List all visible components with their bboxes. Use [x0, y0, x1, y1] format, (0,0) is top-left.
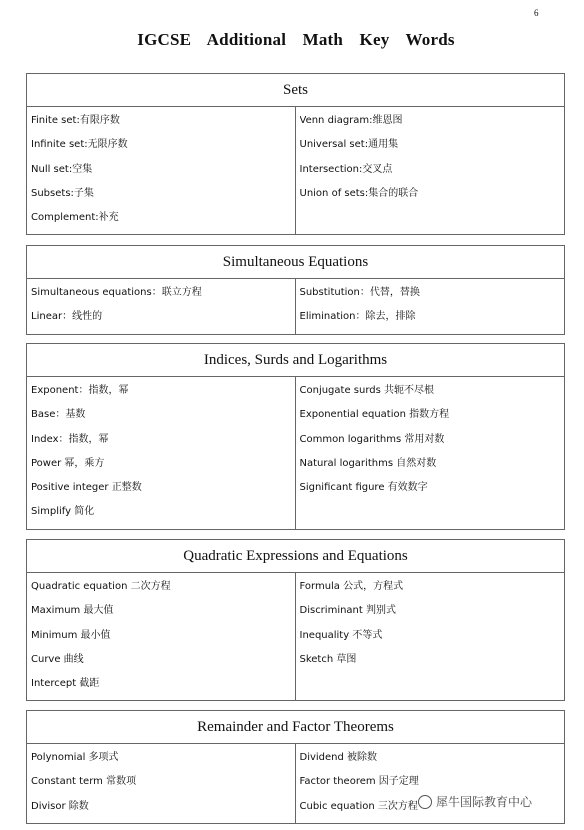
term-item: Index：指数，幂: [31, 433, 109, 445]
term-item: Inequality 不等式: [299, 629, 383, 641]
page-number: 6: [534, 8, 539, 18]
right-column: [296, 279, 565, 334]
section-simultaneous-equations: [26, 245, 565, 335]
document-title: IGCSE Additional Math Key Words: [137, 30, 455, 49]
watermark: [418, 793, 532, 810]
term-item: Cubic equation 三次方程: [299, 800, 418, 812]
term-item: Substitution：代替，替换: [299, 287, 420, 298]
term-item: Intersection:交叉点: [299, 163, 393, 175]
left-column: [27, 279, 296, 334]
term-item: Minimum 最小值: [31, 629, 111, 641]
term-item: Dividend 被除数: [299, 752, 378, 763]
right-column: [296, 573, 565, 700]
term-item: Subsets:子集: [31, 187, 94, 199]
section-indices-surds-logarithms: [26, 343, 565, 530]
term-item: Infinite set:无限序数: [31, 139, 128, 151]
section-heading: Simultaneous Equations: [27, 246, 564, 279]
term-item: Polynomial 多项式: [31, 752, 119, 763]
left-column: [27, 107, 296, 234]
section-quadratic-expressions: [26, 539, 565, 701]
term-item: Constant term 常数项: [31, 776, 137, 788]
section-heading: Remainder and Factor Theorems: [27, 711, 564, 744]
term-item: Simplify 简化: [31, 506, 95, 518]
term-item: Simultaneous equations：联立方程: [31, 287, 202, 298]
term-item: Union of sets:集合的联合: [299, 187, 419, 199]
term-item: Universal set:通用集: [299, 139, 399, 151]
section-sets: [26, 73, 565, 235]
term-item: Base：基数: [31, 409, 86, 421]
section-heading: Indices, Surds and Logarithms: [27, 344, 564, 377]
term-item: Intercept 截距: [31, 678, 100, 690]
term-item: Finite set:有限序数: [31, 115, 120, 126]
watermark-text: 犀牛国际教育中心: [436, 795, 533, 809]
term-item: Factor theorem 因子定理: [299, 776, 419, 788]
term-item: Discriminant 判别式: [299, 605, 396, 617]
term-item: Natural logarithms 自然对数: [299, 457, 437, 469]
term-item: Divisor 除数: [31, 800, 89, 812]
section-heading: Sets: [27, 74, 564, 107]
right-column: [296, 377, 565, 529]
left-column: [27, 377, 296, 529]
term-item: Curve 曲线: [31, 653, 84, 665]
term-item: Null set:空集: [31, 163, 93, 175]
term-item: Linear：线性的: [31, 311, 103, 323]
right-column: [296, 744, 565, 823]
term-item: Conjugate surds 共轭不尽根: [299, 385, 435, 396]
term-item: Exponent：指数，幂: [31, 385, 129, 396]
term-item: Significant figure 有效数字: [299, 482, 428, 494]
term-item: Positive integer 正整数: [31, 482, 142, 494]
term-item: Elimination：除去，排除: [299, 311, 416, 323]
term-item: Venn diagram:维恩图: [299, 115, 403, 126]
term-item: Maximum 最大值: [31, 605, 114, 617]
left-column: [27, 744, 296, 823]
term-item: Sketch 草图: [299, 653, 357, 665]
term-item: Exponential equation 指数方程: [299, 409, 450, 421]
wechat-logo-icon: [418, 795, 432, 809]
term-item: Formula 公式，方程式: [299, 581, 404, 592]
left-column: [27, 573, 296, 700]
right-column: [296, 107, 565, 234]
term-item: Power 幂，乘方: [31, 457, 105, 469]
term-item: Common logarithms 常用对数: [299, 433, 445, 445]
term-item: Complement:补充: [31, 212, 119, 224]
term-item: Quadratic equation 二次方程: [31, 581, 171, 592]
section-heading: Quadratic Expressions and Equations: [27, 540, 564, 573]
